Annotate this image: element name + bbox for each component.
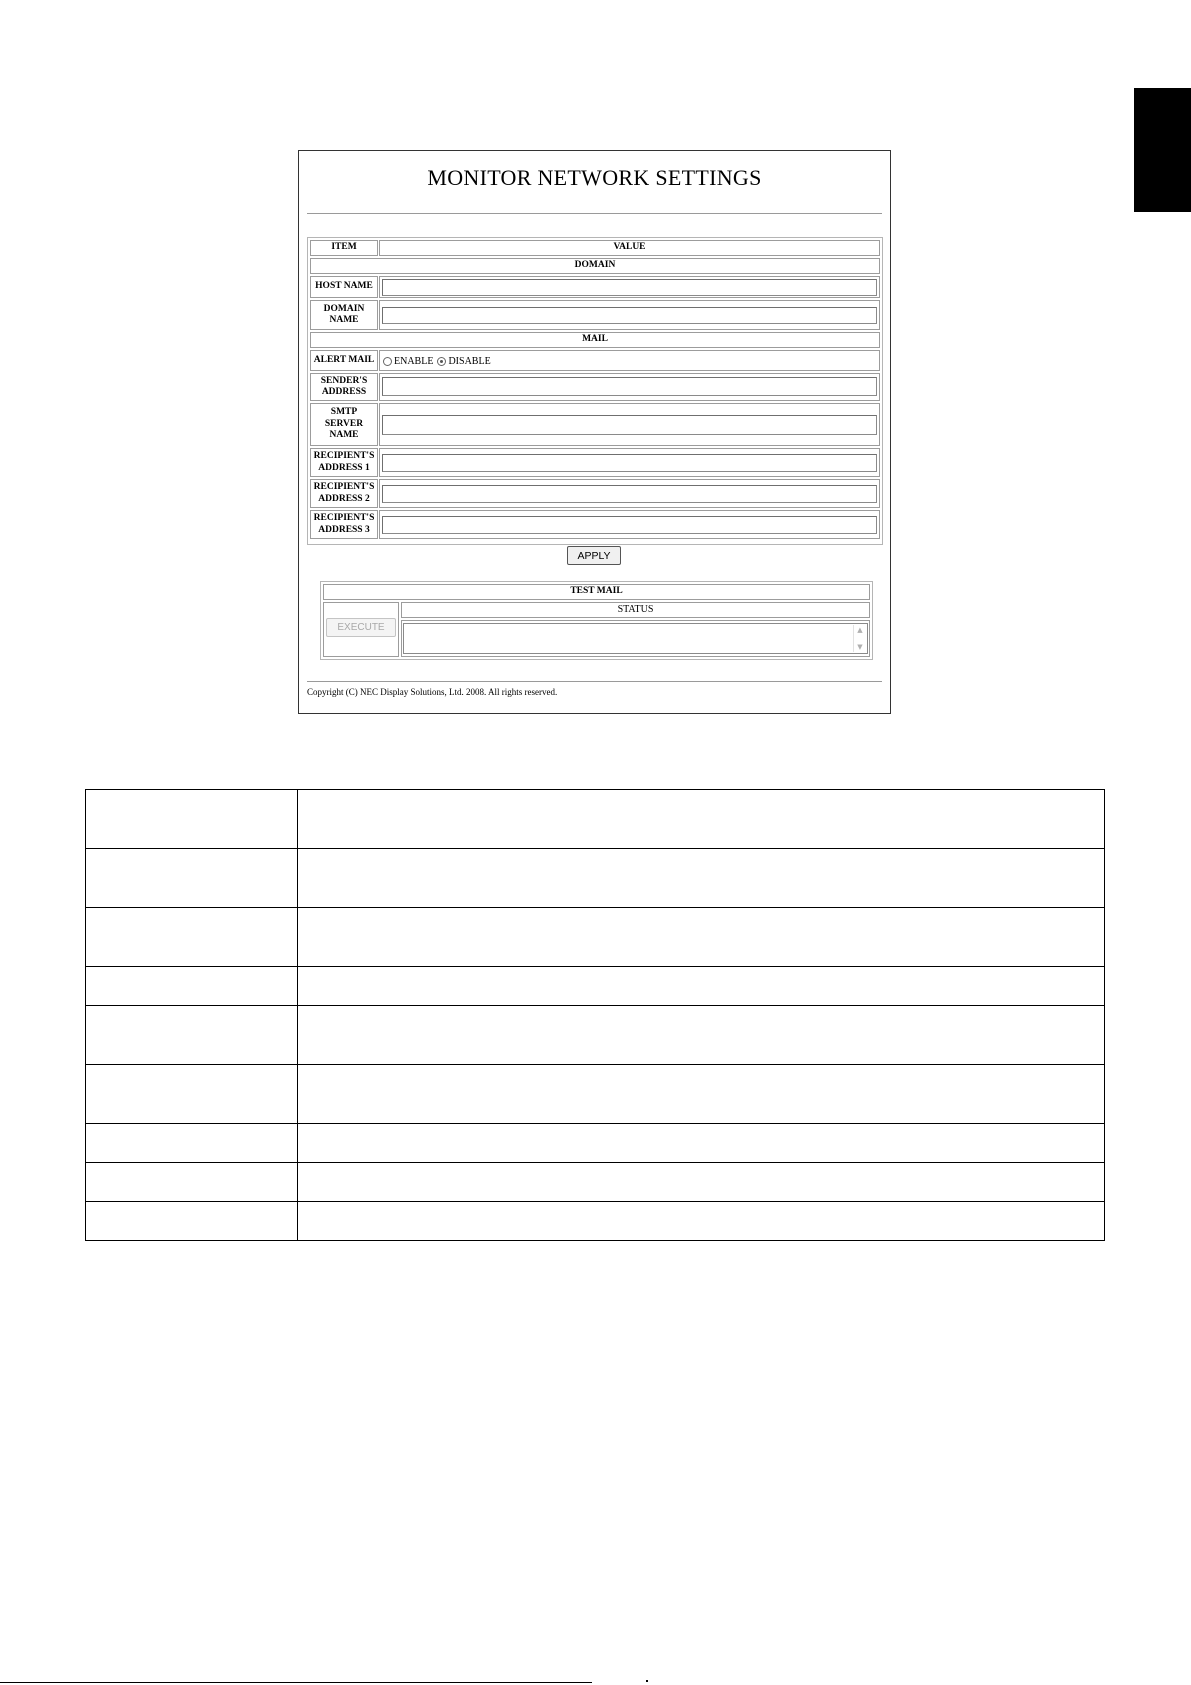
section-mail: MAIL xyxy=(310,332,880,348)
smtp-server-name-input[interactable] xyxy=(382,415,877,435)
footer-mark xyxy=(646,1680,648,1682)
description-text-cell xyxy=(298,967,1105,1006)
page-title: MONITOR NETWORK SETTINGS xyxy=(427,165,762,190)
recipients-address-2-input[interactable] xyxy=(382,485,877,503)
domain-name-label: DOMAIN NAME xyxy=(310,300,378,330)
senders-address-label: SENDER'S ADDRESS xyxy=(310,373,378,401)
description-text-cell xyxy=(298,849,1105,908)
description-row xyxy=(86,1163,1105,1202)
description-text-cell xyxy=(298,1124,1105,1163)
disable-radio[interactable] xyxy=(437,357,446,366)
recipients-address-1-label: RECIPIENT'S ADDRESS 1 xyxy=(310,448,378,477)
description-row xyxy=(86,849,1105,908)
status-scrollbar[interactable] xyxy=(853,625,866,652)
alert-mail-value-cell xyxy=(379,350,880,371)
smtp-server-name-label: SMTP SERVER NAME xyxy=(310,403,378,446)
footer-rule xyxy=(0,1682,592,1683)
description-text-cell xyxy=(298,1006,1105,1065)
description-row xyxy=(86,790,1105,849)
footer-divider xyxy=(307,681,882,682)
recipients-address-3-label: RECIPIENT'S ADDRESS 3 xyxy=(310,510,378,539)
status-value-cell xyxy=(401,620,870,657)
header-value: VALUE xyxy=(379,240,880,256)
description-item-cell xyxy=(86,1124,298,1163)
description-row xyxy=(86,1065,1105,1124)
description-item-cell xyxy=(86,1006,298,1065)
description-item-cell xyxy=(86,967,298,1006)
status-header: STATUS xyxy=(401,602,870,618)
recipients-address-2-value-cell xyxy=(379,479,880,508)
section-domain: DOMAIN xyxy=(310,258,880,274)
alert-mail-label: ALERT MAIL xyxy=(310,350,378,371)
description-text-cell xyxy=(298,1065,1105,1124)
description-item-cell xyxy=(86,1065,298,1124)
description-row xyxy=(86,908,1105,967)
header-item: ITEM xyxy=(310,240,378,256)
description-item-cell xyxy=(86,1202,298,1241)
recipients-address-1-value-cell xyxy=(379,448,880,477)
recipients-address-3-value-cell xyxy=(379,510,880,539)
description-item-cell xyxy=(86,790,298,849)
description-item-cell xyxy=(86,849,298,908)
enable-radio-label: ENABLE xyxy=(394,356,434,367)
settings-description-table xyxy=(85,789,1105,1241)
title-divider xyxy=(307,213,882,214)
test-mail-title: TEST MAIL xyxy=(323,584,870,600)
description-text-cell xyxy=(298,908,1105,967)
recipients-address-2-label: RECIPIENT'S ADDRESS 2 xyxy=(310,479,378,508)
scroll-up-icon[interactable]: ▲ xyxy=(857,626,863,634)
senders-address-input[interactable] xyxy=(382,377,877,396)
host-name-input[interactable] xyxy=(382,279,877,296)
smtp-server-name-value-cell xyxy=(379,403,880,446)
copyright-text: Copyright (C) NEC Display Solutions, Ltd. 2008. All rights reserved. xyxy=(307,687,558,697)
execute-cell xyxy=(323,602,399,657)
recipients-address-1-input[interactable] xyxy=(382,454,877,472)
description-row xyxy=(86,1124,1105,1163)
status-textarea[interactable] xyxy=(403,623,868,654)
senders-address-value-cell xyxy=(379,373,880,401)
description-row xyxy=(86,1202,1105,1241)
description-text-cell xyxy=(298,1202,1105,1241)
enable-radio[interactable] xyxy=(383,357,392,366)
description-row xyxy=(86,967,1105,1006)
apply-button[interactable]: APPLY xyxy=(567,546,621,565)
language-side-tab xyxy=(1134,88,1191,212)
recipients-address-3-input[interactable] xyxy=(382,516,877,534)
description-text-cell xyxy=(298,790,1105,849)
scroll-down-icon[interactable]: ▼ xyxy=(857,643,863,651)
alert-mail-radio-group xyxy=(383,356,495,367)
disable-radio-label: DISABLE xyxy=(448,356,491,367)
host-name-label: HOST NAME xyxy=(310,276,378,298)
description-item-cell xyxy=(86,908,298,967)
domain-name-input[interactable] xyxy=(382,307,877,324)
description-row xyxy=(86,1006,1105,1065)
host-name-value-cell xyxy=(379,276,880,298)
description-item-cell xyxy=(86,1163,298,1202)
monitor-network-settings-panel xyxy=(298,150,891,714)
domain-name-value-cell xyxy=(379,300,880,330)
description-text-cell xyxy=(298,1163,1105,1202)
execute-button[interactable]: EXECUTE xyxy=(326,618,396,637)
